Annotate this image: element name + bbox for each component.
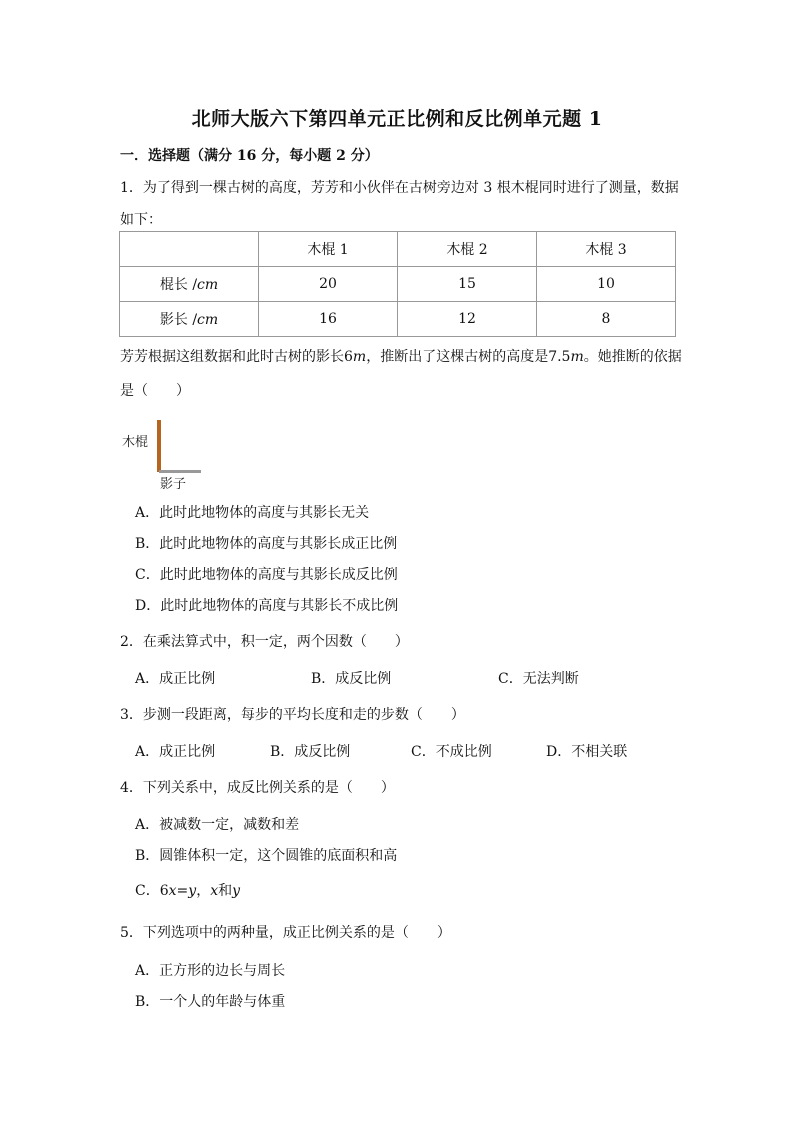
row-label-text: 棍长 — [159, 277, 188, 293]
page-title: 北师大版六下第四单元正比例和反比例单元题 1 — [191, 108, 603, 130]
var-x: x — [168, 883, 177, 899]
q3-stem: 3．步测一段距离，每步的平均长度和走的步数（ ） — [120, 707, 465, 723]
stick-shape — [157, 420, 161, 472]
inference-text: ，推断出了这棵古树的高度是 — [366, 349, 549, 365]
q2-stem: 2．在乘法算式中，积一定，两个因数（ ） — [120, 634, 409, 650]
table-row — [120, 267, 676, 302]
var-x: x — [210, 883, 219, 899]
q1-option-c[interactable]: C．此时此地物体的高度与其影长成反比例 — [135, 567, 398, 583]
table-row-label: 棍长 /cm — [120, 267, 259, 302]
q1-option-b[interactable]: B．此时此地物体的高度与其影长成正比例 — [135, 536, 398, 552]
q5-option-b[interactable]: B．一个人的年龄与体重 — [135, 994, 286, 1010]
option-prefix: C． — [135, 883, 160, 899]
q3-option-b[interactable]: B．成反比例 — [270, 744, 351, 760]
tree-height-value: 7.5 — [548, 349, 571, 365]
section-heading: 一．选择题（满分 16 分，每小题 2 分） — [120, 148, 379, 164]
conjunction: 和 — [218, 883, 233, 899]
q1-stem-line1: 1．为了得到一棵古树的高度，芳芳和小伙伴在古树旁边对 3 根木棍同时进行了测量，数据 — [120, 180, 679, 196]
q3-option-c[interactable]: C．不成比例 — [411, 744, 492, 760]
table-cell: 16 — [259, 302, 398, 337]
table-cell: 20 — [259, 267, 398, 302]
stick-label: 木棍 — [122, 435, 149, 450]
q5-stem: 5．下列选项中的两种量，成正比例关系的是（ ） — [120, 925, 451, 941]
separator: ， — [196, 883, 211, 899]
var-y: y — [188, 883, 197, 899]
q2-option-b[interactable]: B．成反比例 — [311, 671, 392, 687]
inference-text: 。她推断的依据 — [583, 349, 682, 365]
q2-option-c[interactable]: C．无法判断 — [498, 671, 579, 687]
inference-text: 芳芳根据这组数据和此时古树的影长 — [120, 349, 344, 365]
unit-m: m — [352, 349, 367, 365]
unit-m: m — [570, 349, 584, 365]
q4-option-c[interactable] — [135, 880, 240, 900]
table-header-cell: 木棍 1 — [259, 232, 398, 267]
shadow-length-value: 6 — [344, 349, 353, 365]
q1-option-d[interactable]: D．此时此地物体的高度与其影长不成比例 — [135, 598, 399, 614]
q4-option-a[interactable]: A．被减数一定，减数和差 — [135, 817, 300, 833]
q3-option-d[interactable]: D．不相关联 — [546, 744, 628, 760]
equation-coef: 6 — [159, 883, 169, 899]
q1-option-a[interactable]: A．此时此地物体的高度与其影长无关 — [135, 505, 370, 521]
unit-text: cm — [197, 277, 219, 293]
table-header-cell — [120, 232, 259, 267]
table-cell: 8 — [536, 302, 675, 337]
unit-text: cm — [197, 312, 219, 328]
table-cell: 10 — [536, 267, 675, 302]
q4-option-b[interactable]: B．圆锥体积一定，这个圆锥的底面积和高 — [135, 848, 398, 864]
equals-sign: = — [176, 883, 189, 899]
q1-data-table — [119, 231, 676, 337]
table-header-cell: 木棍 3 — [536, 232, 675, 267]
table-header-row — [120, 232, 676, 267]
q5-option-a[interactable]: A．正方形的边长与周长 — [135, 963, 286, 979]
table-header-cell: 木棍 2 — [398, 232, 537, 267]
shadow-shape — [159, 470, 201, 473]
stick-shadow-figure — [122, 418, 212, 490]
table-cell: 15 — [398, 267, 537, 302]
q2-option-a[interactable]: A．成正比例 — [135, 671, 216, 687]
q1-stem-line2: 如下： — [120, 212, 162, 228]
q1-inference-line — [120, 346, 682, 366]
q4-stem: 4．下列关系中，成反比例关系的是（ ） — [120, 780, 395, 796]
table-cell: 12 — [398, 302, 537, 337]
table-row — [120, 302, 676, 337]
var-y: y — [232, 883, 241, 899]
q3-option-a[interactable]: A．成正比例 — [135, 744, 216, 760]
q1-stem-end: 是（ ） — [120, 383, 190, 399]
row-label-text: 影长 — [159, 312, 188, 328]
table-row-label: 影长 /cm — [120, 302, 259, 337]
shadow-label: 影子 — [160, 477, 187, 490]
